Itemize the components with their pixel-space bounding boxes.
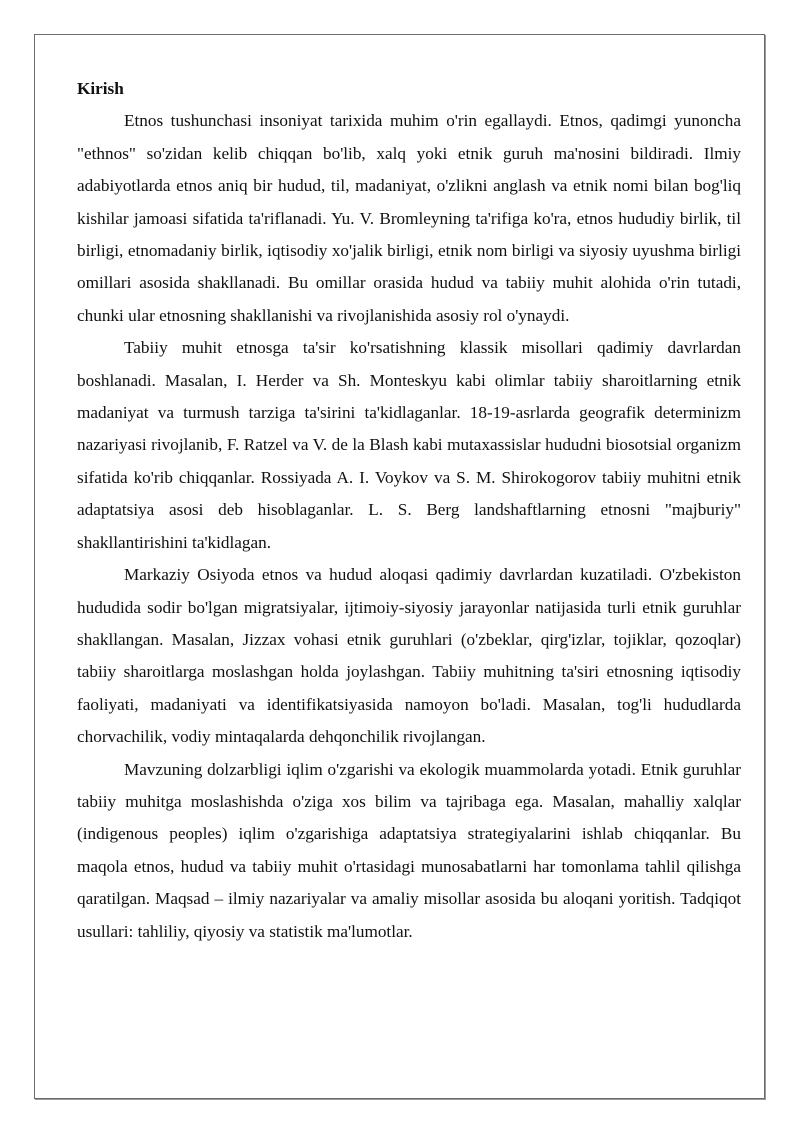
paragraph-3: Markaziy Osiyoda etnos va hudud aloqasi qadimiy davrlardan kuzatiladi. O'zbekiston hududida sodir bo'lgan migratsiyalar, ijtimoiy-siyosiy jarayonlar natijasida turli etnik guruhlar shakllangan. Masalan, Jizzax vohasi etnik guruhlari (o'zbeklar, qirg'izlar, tojiklar, qozoqlar) tabiiy sharoitlarga moslashgan holda joylashgan. Tabiiy muhitning ta'siri etnosning iqtisodiy faoliyati, madaniyati va identifikatsiyasida namoyon bo'ladi. Masalan, tog'li hududlarda chorvachilik, vodiy mintaqalarda dehqonchilik rivojlangan.: [77, 565, 741, 747]
paragraph-2: Tabiiy muhit etnosga ta'sir ko'rsatishning klassik misollari qadimiy davrlardan boshlanadi. Masalan, I. Herder va Sh. Monteskyu kabi olimlar tabiiy sharoitlarning etnik madaniyat va turmush tarziga ta'sirini ta'kidlaganlar. 18-19-asrlarda geografik determinizm nazariyasi rivojlanib, F. Ratzel va V. de la Blash kabi mutaxassislar hududni biosotsial organizm sifatida ko'rib chiqqanlar. Rossiyada A. I. Voykov va S. M. Shirokogorov tabiiy muhitni etnik adaptatsiya asosi deb hisoblaganlar. L. S. Berg landshaftlarning etnosni "majburiy" shakllantirishini ta'kidlagan.: [77, 338, 741, 552]
paragraph-4: Mavzuning dolzarbligi iqlim o'zgarishi va ekologik muammolarda yotadi. Etnik guruhlar tabiiy muhitga moslashishda o'ziga xos bilim va tajribaga ega. Masalan, mahalliy xalqlar (indigenous peoples) iqlim o'zgarishiga adaptatsiya strategiyalarini ishlab chiqqanlar. Bu maqola etnos, hudud va tabiiy muhit o'rtasidagi munosabatlarni har tomonlama tahlil qilishga qaratilgan. Maqsad – ilmiy nazariyalar va amaliy misollar asosida bu aloqani yoritish. Tadqiqot usullari: tahliliy, qiyosiy va statistik ma'lumotlar.: [77, 759, 741, 941]
paragraph-1: Etnos tushunchasi insoniyat tarixida muhim o'rin egallaydi. Etnos, qadimgi yunoncha "ethnos" so'zidan kelib chiqqan bo'lib, xalq yoki etnik guruh ma'nosini bildiradi. Ilmiy adabiyotlarda etnos aniq bir hudud, til, madaniyat, o'zlikni anglash va etnik nomi bilan bog'liq kishilar jamoasi sifatida ta'riflanadi. Yu. V. Bromleyning ta'rifiga ko'ra, etnos hududiy birlik, til birligi, etnomadaniy birlik, iqtisodiy xo'jalik birligi, etnik nom birligi va siyosiy uyushma birligi omillari asosida shakllanadi. Bu omillar orasida hudud va tabiiy muhit alohida o'rin tutadi, chunki ular etnosning shakllanishi va rivojlanishida asosiy rol o'ynaydi.: [77, 111, 741, 325]
document-body: [77, 73, 741, 948]
section-heading: Kirish: [77, 79, 124, 98]
